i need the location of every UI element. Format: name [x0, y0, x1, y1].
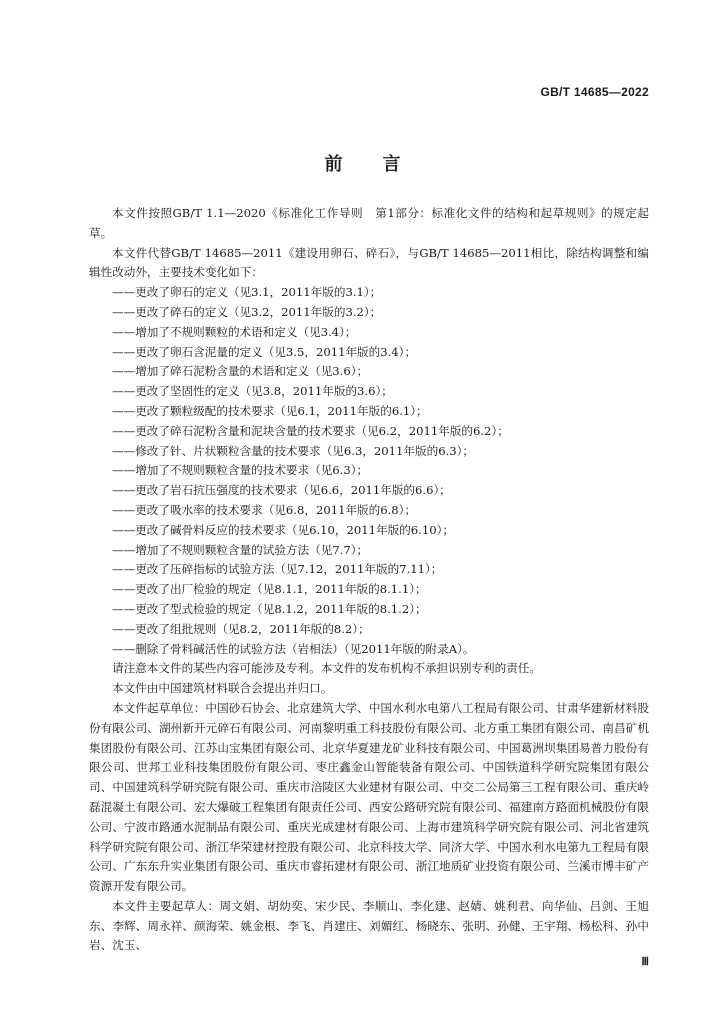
- paragraph-patent-notice: 请注意本文件的某些内容可能涉及专利。本文件的发布机构不承担识别专利的责任。: [112, 661, 541, 676]
- list-item: ——更改了吸水率的技术要求（见6.8，2011年版的6.8）；: [112, 502, 417, 517]
- list-item: ——修改了针、片状颗粒含量的技术要求（见6.3，2011年版的6.3）；: [112, 443, 475, 458]
- list-item: ——增加了不规则颗粒的术语和定义（见3.4）；: [112, 324, 357, 339]
- list-item: ——更改了碱骨料反应的技术要求（见6.10，2011年版的6.10）；: [112, 522, 454, 537]
- list-item: ——更改了型式检验的规定（见8.1.2，2011年版的8.1.2）；: [112, 601, 427, 616]
- list-item: ——更改了组批规则（见8.2，2011年版的8.2）；: [112, 621, 370, 636]
- list-item: ——删除了骨料碱活性的试验方法（岩相法）（见2011年版的附录A）。: [112, 641, 475, 656]
- title-char-1: 前: [324, 154, 343, 175]
- list-item: ——更改了压碎指标的试验方法（见7.12，2011年版的7.11）；: [112, 562, 443, 577]
- list-item: ——更改了出厂检验的规定（见8.1.1，2011年版的8.1.1）；: [112, 582, 427, 597]
- list-item: ——更改了坚固性的定义（见3.8，2011年版的3.6）；: [112, 384, 393, 399]
- preface-body: [89, 204, 649, 956]
- paragraph-drafting-rules: 本文件按照GB/T 1.1—2020《标准化工作导则 第1部分：标准化文件的结构和起草规则》的规定起草。: [89, 206, 649, 240]
- list-item: ——增加了碎石泥粉含量的术语和定义（见3.6）；: [112, 364, 369, 379]
- list-item: ——更改了卵石含泥量的定义（见3.5，2011年版的3.4）；: [112, 344, 417, 359]
- paragraph-proposer: 本文件由中国建筑材料联合会提出并归口。: [112, 681, 333, 696]
- paragraph-drafting-units: 本文件起草单位：中国砂石协会、北京建筑大学、中国水利水电第八工程局有限公司、甘肃华建新材料股份有限公司、湖州新开元碎石有限公司、河南黎明重工科技股份有限公司、北方重工集团有限公司、南昌矿机集团股份有限公司、江苏山宝集团有限公司、北京华夏建龙矿业科技有限公司、中国葛洲坝集团易普力股份有限公司、世邦工业科技集团股份有限公司、枣庄鑫金山智能装备有限公司、中国铁道科学研究院集团有限公司、中国建筑科学研究院有限公司、重庆市涪陵区大业建材有限公司、中交二公局第三工程有限公司、重庆岭磊混凝土有限公司、宏大爆破工程集团有限责任公司、西安公路研究院有限公司、福建南方路面机械股份有限公司、宁波市路通水泥制品有限公司、重庆光成建材有限公司、上海市建筑科学研究院有限公司、河北省建筑科学研究院有限公司、浙江华荣建材控股有限公司、北京科技大学、同济大学、中国水利水电第九工程局有限公司、广东东升实业集团有限公司、重庆市睿拓建材有限公司、浙江地质矿业投资有限公司、兰溪市博丰矿产资源开发有限公司。: [89, 700, 649, 894]
- list-item: ——更改了颗粒级配的技术要求（见6.1，2011年版的6.1）；: [112, 403, 428, 418]
- list-item: ——更改了卵石的定义（见3.1，2011年版的3.1）；: [112, 285, 382, 300]
- list-item: ——增加了不规则颗粒含量的试验方法（见7.7）；: [112, 542, 369, 557]
- list-item: ——更改了碎石的定义（见3.2，2011年版的3.2）；: [112, 304, 382, 319]
- page-number: Ⅲ: [641, 956, 649, 968]
- standard-code: GB/T 14685—2022: [540, 85, 649, 99]
- list-item: ——增加了不规则颗粒含量的技术要求（见6.3）；: [112, 463, 369, 478]
- changes-list: [89, 283, 649, 659]
- title-char-2: 言: [382, 154, 401, 175]
- list-item: ——更改了碎石泥粉含量和泥块含量的技术要求（见6.2，2011年版的6.2）；: [112, 423, 509, 438]
- page-title: [0, 150, 725, 176]
- paragraph-replaces: 本文件代替GB/T 14685—2011《建设用卵石、碎石》，与GB/T 14685—2011相比，除结构调整和编辑性改动外，主要技术变化如下：: [89, 245, 649, 280]
- list-item: ——更改了岩石抗压强度的技术要求（见6.6，2011年版的6.6）；: [112, 483, 451, 498]
- paragraph-drafters: 本文件主要起草人：周文娟、胡幼奕、宋少民、李顺山、李化建、赵婧、姚利君、向华仙、吕剑、王旭东、李辉、周永祥、颜海荣、姚金根、李飞、肖建庄、刘媚红、杨晓东、张明、孙健、王宇翔、杨松科、孙中岩、沈玉、: [89, 898, 649, 953]
